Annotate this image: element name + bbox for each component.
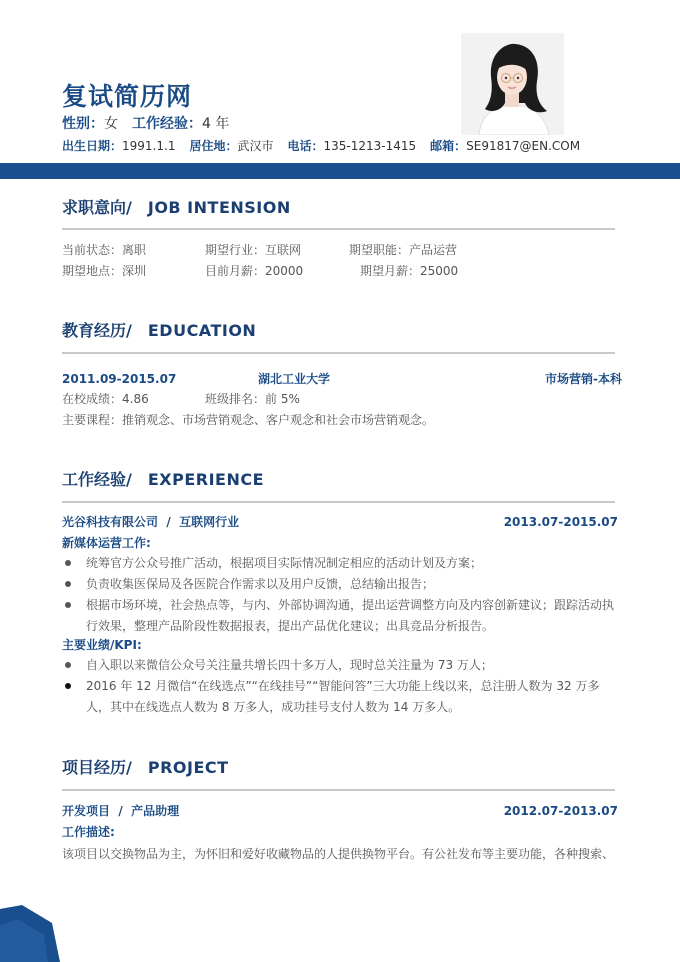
phone-value: 135-1213-1415	[323, 139, 417, 153]
email-label: 邮箱：	[430, 139, 467, 153]
expected-position: 期望职能：产品运营	[349, 243, 458, 257]
education-courses: 主要课程：推销观念、市场营销观念、客户观念和社会市场营销观念。	[62, 413, 435, 427]
current-status: 当前状态：离职	[62, 243, 147, 257]
birth-label: 出生日期：	[62, 139, 123, 153]
email-value: SE91817@EN.COM	[466, 139, 581, 153]
duty-text: 根据市场环境，社会热点等，与内、外部协调沟通，提出运营调整方向及内容创新建议；跟踪活动执行效果，整理产品阶段性数据报表，提出产品优化建议；出具竞品分析报告。	[86, 598, 615, 633]
list-item	[62, 655, 622, 676]
section-title-cn: 教育经历/	[62, 321, 132, 340]
birth-value: 1991.1.1	[122, 139, 176, 153]
resume-title: 复试简历网	[62, 82, 193, 111]
corner-decoration	[0, 905, 60, 962]
section-divider	[62, 352, 615, 354]
experience-label: 工作经验：	[132, 116, 202, 132]
section-title-job-intension	[62, 196, 291, 220]
section-title-cn: 工作经验/	[62, 470, 132, 489]
education-rank: 班级排名：前 5%	[205, 392, 300, 406]
residence-value: 武汉市	[237, 139, 274, 153]
expected-location: 期望地点：深圳	[62, 264, 147, 278]
project-period: 2012.07-2013.07	[503, 804, 618, 818]
bullet-dot-icon	[65, 560, 71, 566]
profile-photo	[461, 33, 564, 135]
list-item	[62, 676, 622, 718]
list-item	[62, 553, 622, 574]
basic-info-row	[62, 114, 229, 134]
experience-period: 2013.07-2015.07	[503, 515, 618, 529]
section-title-cn: 项目经历/	[62, 758, 132, 777]
section-title-en: EDUCATION	[147, 321, 257, 340]
experience-kpi-label: 主要业绩/KPI:	[62, 638, 142, 652]
section-divider	[62, 789, 615, 791]
gender-value: 女	[104, 116, 118, 132]
experience-duty-list	[62, 553, 622, 637]
section-title-cn: 求职意向/	[62, 198, 132, 217]
bullet-dot-icon	[65, 662, 71, 668]
duty-text: 负责收集医保局及各医院合作需求以及用户反馈，总结输出报告；	[86, 577, 435, 591]
current-salary: 目前月薪：20000	[205, 264, 304, 278]
project-desc: 该项目以交换物品为主，为怀旧和爱好收藏物品的人提供换物平台。有公社发布等主要功能，各种搜索、	[62, 847, 615, 861]
section-divider	[62, 501, 615, 503]
avatar-portrait-icon	[461, 33, 564, 135]
kpi-text: 2016 年 12 月微信“在线选点”“在线挂号”“智能问答”三大功能上线以来，总注册人数为 32 万多人，其中在线选点人数为 8 万多人，成功挂号支付人数为 14 万多人。	[86, 679, 600, 714]
section-title-experience	[62, 468, 264, 492]
section-title-en: EXPERIENCE	[147, 470, 265, 489]
education-school: 湖北工业大学	[258, 372, 331, 386]
section-title-education	[62, 319, 256, 343]
experience-value: 4 年	[202, 116, 230, 132]
project-desc-label: 工作描述:	[62, 825, 115, 839]
list-item	[62, 574, 622, 595]
contact-info-row	[62, 137, 580, 155]
expected-industry: 期望行业：互联网	[205, 243, 302, 257]
education-period: 2011.09-2015.07	[62, 372, 177, 386]
section-divider	[62, 228, 615, 230]
bullet-dot-icon	[65, 602, 71, 608]
phone-label: 电话：	[287, 139, 324, 153]
header-band	[0, 163, 680, 179]
gender-label: 性别：	[62, 116, 104, 132]
residence-label: 居住地：	[189, 139, 238, 153]
experience-role-label: 新媒体运营工作:	[62, 536, 151, 550]
section-title-project	[62, 756, 229, 780]
education-major: 市场营销-本科	[545, 372, 622, 386]
education-gpa: 在校成绩：4.86	[62, 392, 149, 406]
project-name: 开发项目 / 产品助理	[62, 804, 180, 818]
duty-text: 统筹官方公众号推广活动，根据项目实际情况制定相应的活动计划及方案；	[86, 556, 483, 570]
experience-company: 光谷科技有限公司 / 互联网行业	[62, 515, 240, 529]
kpi-text: 自入职以来微信公众号关注量共增长四十多万人，现时总关注量为 73 万人；	[86, 658, 493, 672]
experience-kpi-list	[62, 655, 622, 718]
bullet-dot-icon	[65, 683, 71, 689]
section-title-en: JOB INTENSION	[147, 198, 291, 217]
list-item	[62, 595, 622, 637]
bullet-dot-icon	[65, 581, 71, 587]
section-title-en: PROJECT	[147, 758, 229, 777]
expected-salary: 期望月薪：25000	[360, 264, 459, 278]
